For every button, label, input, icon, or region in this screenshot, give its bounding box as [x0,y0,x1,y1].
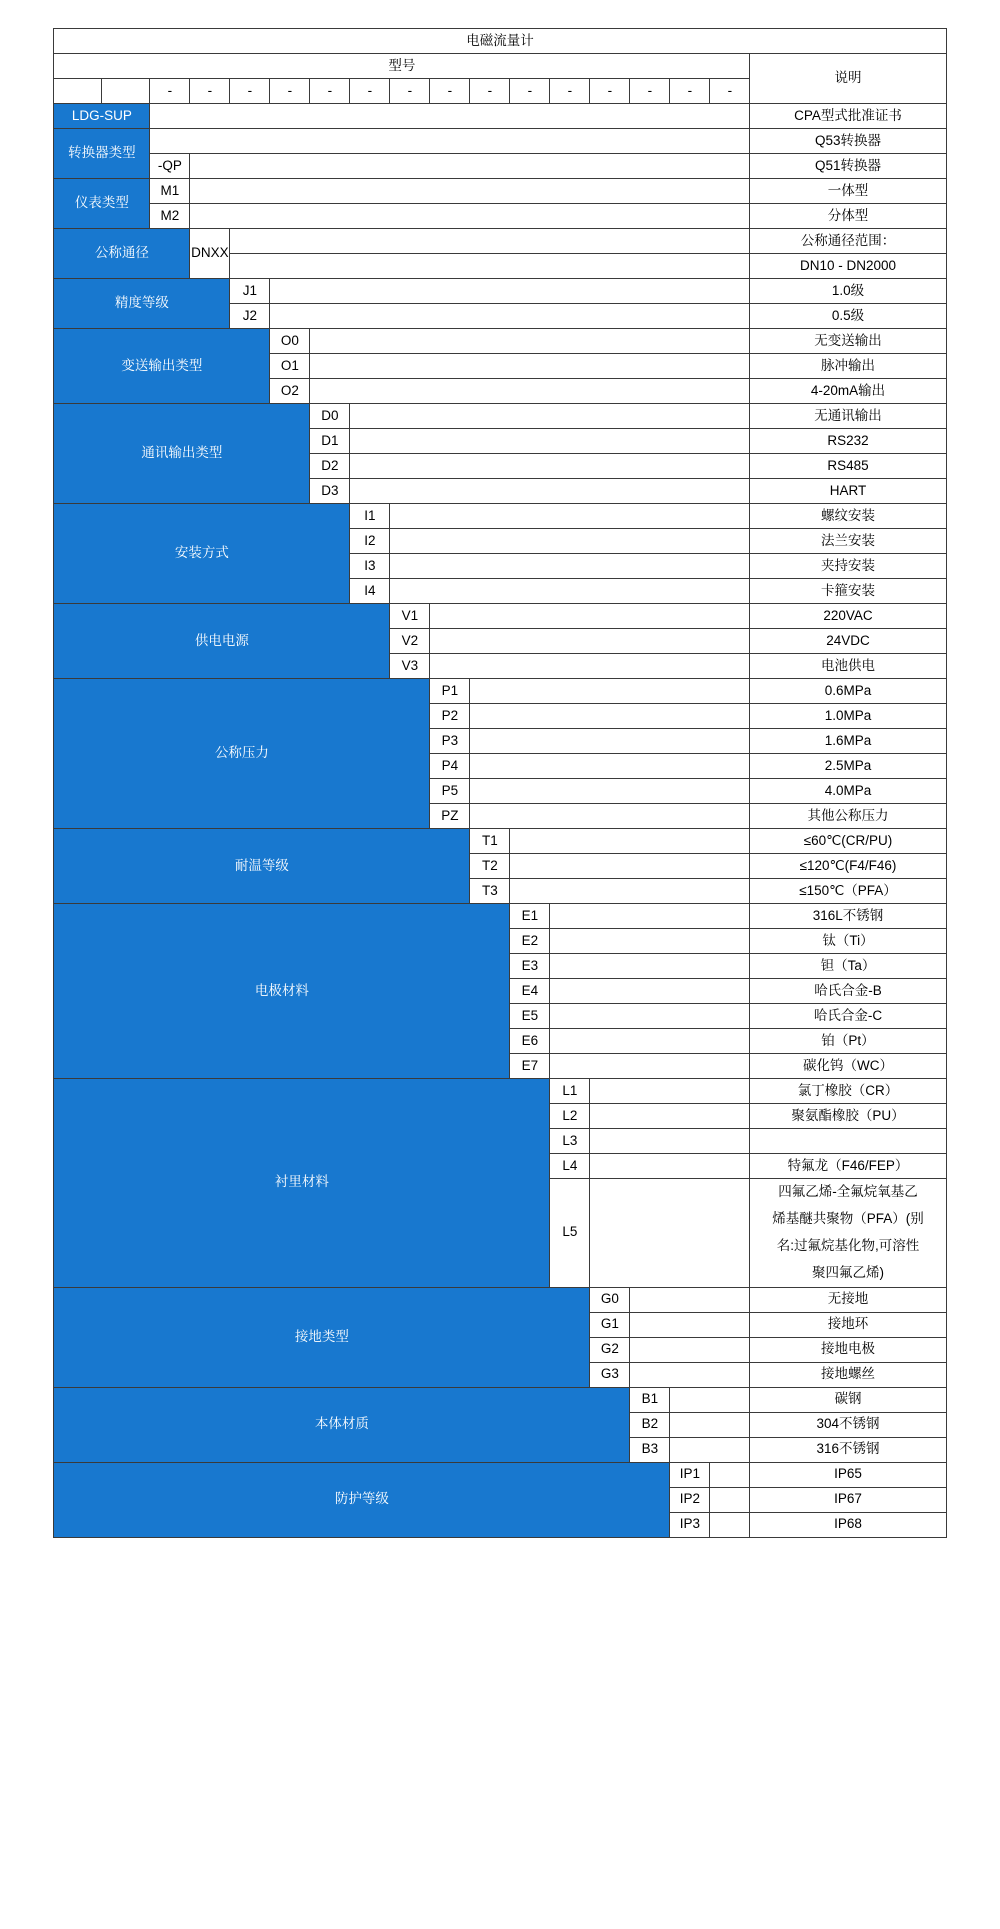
desc-other-pressure: 其他公称压力 [750,804,946,829]
table-row [54,1079,946,1104]
code-b2: B2 [630,1412,670,1437]
spacer-cells [390,529,750,554]
spacer-cells [670,1412,750,1437]
table-row [54,1387,946,1412]
spacer-cells [510,854,750,879]
spacer-cells [350,404,750,429]
table-row [54,329,946,354]
group-label-nominal-diameter: 公称通径 [54,229,190,279]
spacer-cells [630,1287,750,1312]
code-d0: D0 [310,404,350,429]
spacer-cells [270,304,750,329]
spacer-cells [630,1337,750,1362]
spacer-cells [310,329,750,354]
dash-cell-10: - [510,79,550,104]
spacer-cells [670,1387,750,1412]
spacer-cells [670,1437,750,1462]
code-e1: E1 [510,904,550,929]
table-row [54,829,946,854]
group-label-converter: 转换器类型 [54,129,150,179]
group-label-ldg: LDG-SUP [54,104,150,129]
desc-24vdc: 24VDC [750,629,946,654]
code-p4: P4 [430,754,470,779]
dash-cell-9: - [470,79,510,104]
code-b3: B3 [630,1437,670,1462]
spacer-cells [550,929,750,954]
desc-cpa: CPA型式批准证书 [750,104,946,129]
group-label-accuracy: 精度等级 [54,279,230,329]
desc-dn-range-label: 公称通径范围： [750,229,946,254]
code-o0: O0 [270,329,310,354]
table-row [54,129,946,154]
spacer-cells [190,204,750,229]
spacer-cells [350,454,750,479]
code-e2: E2 [510,929,550,954]
code-i4: I4 [350,579,390,604]
group-label-ground-type: 接地类型 [54,1287,590,1387]
code-l3: L3 [550,1129,590,1154]
desc-split: 分体型 [750,204,946,229]
table-row [54,179,946,204]
desc-clamp-install: 夹持安装 [750,554,946,579]
code-o2: O2 [270,379,310,404]
desc-titanium: 钛（Ti） [750,929,946,954]
table-row [54,229,946,254]
table-row [54,504,946,529]
spacer-cells [550,979,750,1004]
dash-cell-empty-2 [102,79,150,104]
table-header-row [54,54,946,79]
desc-pulse: 脉冲输出 [750,354,946,379]
spacer-cells [510,879,750,904]
desc-carbon-steel: 碳钢 [750,1387,946,1412]
desc-rs232: RS232 [750,429,946,454]
spacer-cells [430,604,750,629]
code-j1: J1 [230,279,270,304]
spacer-cells [550,904,750,929]
spacer-cells [590,1179,750,1288]
code-i1: I1 [350,504,390,529]
code-pz: PZ [430,804,470,829]
desc-ground-ring: 接地环 [750,1312,946,1337]
spacer-cells [630,1362,750,1387]
desc-thread-install: 螺纹安装 [750,504,946,529]
desc-pfa-line-2: 烯基醚共聚物（PFA）(别 [772,1210,924,1226]
code-m2: M2 [150,204,190,229]
desc-no-ground: 无接地 [750,1287,946,1312]
code-g1: G1 [590,1312,630,1337]
dash-cell-empty-1 [54,79,102,104]
spacer-cells [150,129,750,154]
code-dnxx: DNXX [190,229,230,279]
desc-tantalum: 钽（Ta） [750,954,946,979]
code-g2: G2 [590,1337,630,1362]
code-d3: D3 [310,479,350,504]
code-e4: E4 [510,979,550,1004]
spacer-cells [590,1079,750,1104]
desc-hastelloy-b: 哈氏合金-B [750,979,946,1004]
desc-ip67: IP67 [750,1487,946,1512]
code-d2: D2 [310,454,350,479]
table-title-row [54,29,946,54]
table-row [54,679,946,704]
group-label-nominal-pressure: 公称压力 [54,679,430,829]
spacer-cells [350,429,750,454]
group-label-temperature-grade: 耐温等级 [54,829,470,904]
spacer-cells [510,829,750,854]
desc-ip68: IP68 [750,1512,946,1537]
spacer-cells [470,679,750,704]
spacer-cells [270,279,750,304]
page-title: 电磁流量计 [54,29,946,54]
dash-cell-1: - [150,79,190,104]
spacer-cells [550,954,750,979]
spacer-cells [390,579,750,604]
spacer-cells [190,179,750,204]
spacer-cells [310,379,750,404]
spacer-cells [390,504,750,529]
code-g3: G3 [590,1362,630,1387]
dash-cell-4: - [270,79,310,104]
desc-battery: 电池供电 [750,654,946,679]
group-label-lining-material: 衬里材料 [54,1079,550,1288]
table-row [54,204,946,229]
dash-cell-2: - [190,79,230,104]
table-row [54,279,946,304]
table-row [54,904,946,929]
desc-q53: Q53转换器 [750,129,946,154]
spacer-cells [630,1312,750,1337]
dash-cell-13: - [630,79,670,104]
dash-cell-14: - [670,79,710,104]
model-selection-table [53,28,946,1538]
spacer-cells [190,154,750,179]
desc-316l: 316L不锈钢 [750,904,946,929]
code-t1: T1 [470,829,510,854]
desc-hart: HART [750,479,946,504]
desc-f46: 特氟龙（F46/FEP） [750,1154,946,1179]
dash-cell-7: - [390,79,430,104]
desc-q51: Q51转换器 [750,154,946,179]
desc-rs485: RS485 [750,454,946,479]
desc-25mpa: 2.5MPa [750,754,946,779]
code-p1: P1 [430,679,470,704]
code-p2: P2 [430,704,470,729]
desc-no-transmit: 无变送输出 [750,329,946,354]
code-e3: E3 [510,954,550,979]
code-p5: P5 [430,779,470,804]
desc-tungsten-carbide: 碳化钨（WC） [750,1054,946,1079]
code-ip2: IP2 [670,1487,710,1512]
code-o1: O1 [270,354,310,379]
code-b1: B1 [630,1387,670,1412]
description-header: 说明 [750,54,946,104]
desc-pu: 聚氨酯橡胶（PU） [750,1104,946,1129]
desc-4-20ma: 4-20mA输出 [750,379,946,404]
code-p3: P3 [430,729,470,754]
group-label-transmit-output: 变送输出类型 [54,329,270,404]
desc-accuracy-10: 1.0级 [750,279,946,304]
desc-temp-120: ≤120℃(F4/F46) [750,854,946,879]
desc-316: 316不锈钢 [750,1437,946,1462]
desc-220vac: 220VAC [750,604,946,629]
code-v1: V1 [390,604,430,629]
desc-accuracy-05: 0.5级 [750,304,946,329]
code-qp: -QP [150,154,190,179]
spacer-cells [310,354,750,379]
group-label-protection-grade: 防护等级 [54,1462,670,1537]
spacer-cells [470,754,750,779]
spacer-cells [710,1462,750,1487]
desc-pfa-line-3: 名:过氟烷基化物,可溶性 [776,1237,920,1253]
desc-pfa [750,1179,946,1288]
desc-integral: 一体型 [750,179,946,204]
desc-flange-install: 法兰安装 [750,529,946,554]
code-l5: L5 [550,1179,590,1288]
table-row [54,1287,946,1312]
desc-no-comm: 无通讯输出 [750,404,946,429]
code-l1: L1 [550,1079,590,1104]
spacer-cells [470,779,750,804]
dash-cell-12: - [590,79,630,104]
desc-hoop-install: 卡箍安装 [750,579,946,604]
spacer-cells [470,704,750,729]
desc-platinum: 铂（Pt） [750,1029,946,1054]
desc-06mpa: 0.6MPa [750,679,946,704]
spacer-cells [350,479,750,504]
spacer-cells [590,1129,750,1154]
spacer-cells [230,254,750,279]
code-ip1: IP1 [670,1462,710,1487]
spacer-cells [430,629,750,654]
desc-ground-screw: 接地螺丝 [750,1362,946,1387]
code-e5: E5 [510,1004,550,1029]
code-i2: I2 [350,529,390,554]
code-j2: J2 [230,304,270,329]
desc-hastelloy-c: 哈氏合金-C [750,1004,946,1029]
dash-cell-3: - [230,79,270,104]
table-row [54,404,946,429]
spacer-cells [550,1004,750,1029]
desc-pfa-line-4: 聚四氟乙烯) [812,1264,884,1280]
code-v3: V3 [390,654,430,679]
group-label-power-supply: 供电电源 [54,604,390,679]
spacer-cells [470,729,750,754]
group-label-comm-output: 通讯输出类型 [54,404,310,504]
code-l2: L2 [550,1104,590,1129]
spacer-cells [710,1487,750,1512]
spacer-cells [470,804,750,829]
code-g0: G0 [590,1287,630,1312]
dash-cell-5: - [310,79,350,104]
spacer-cells [390,554,750,579]
desc-pfa-line-1: 四氟乙烯-全氟烷氧基乙 [778,1184,918,1199]
code-t3: T3 [470,879,510,904]
group-label-body-material: 本体材质 [54,1387,630,1462]
spacer-cells [230,229,750,254]
spacer-cells [550,1054,750,1079]
code-t2: T2 [470,854,510,879]
spacer-cells [550,1029,750,1054]
group-label-installation: 安装方式 [54,504,350,604]
desc-l3 [750,1129,946,1154]
dash-cell-8: - [430,79,470,104]
code-e6: E6 [510,1029,550,1054]
desc-ip65: IP65 [750,1462,946,1487]
desc-dn-range-value: DN10 - DN2000 [750,254,946,279]
desc-304: 304不锈钢 [750,1412,946,1437]
code-e7: E7 [510,1054,550,1079]
table-row [54,604,946,629]
model-header: 型号 [54,54,750,79]
dash-cell-6: - [350,79,390,104]
group-label-meter-type: 仪表类型 [54,179,150,229]
desc-temp-150: ≤150℃（PFA） [750,879,946,904]
desc-10mpa: 1.0MPa [750,704,946,729]
table-row [54,104,946,129]
code-v2: V2 [390,629,430,654]
code-l4: L4 [550,1154,590,1179]
table-row [54,1462,946,1487]
code-m1: M1 [150,179,190,204]
desc-ground-electrode: 接地电极 [750,1337,946,1362]
code-ip3: IP3 [670,1512,710,1537]
dash-cell-11: - [550,79,590,104]
code-i3: I3 [350,554,390,579]
spacer-cells [590,1104,750,1129]
group-label-electrode-material: 电极材料 [54,904,510,1079]
dash-cell-15: - [710,79,750,104]
desc-16mpa: 1.6MPa [750,729,946,754]
spacer-cells [150,104,750,129]
spacer-cells [710,1512,750,1537]
spacer-cells [430,654,750,679]
desc-temp-60: ≤60℃(CR/PU) [750,829,946,854]
desc-40mpa: 4.0MPa [750,779,946,804]
desc-cr: 氯丁橡胶（CR） [750,1079,946,1104]
table-row [54,154,946,179]
spacer-cells [590,1154,750,1179]
code-d1: D1 [310,429,350,454]
